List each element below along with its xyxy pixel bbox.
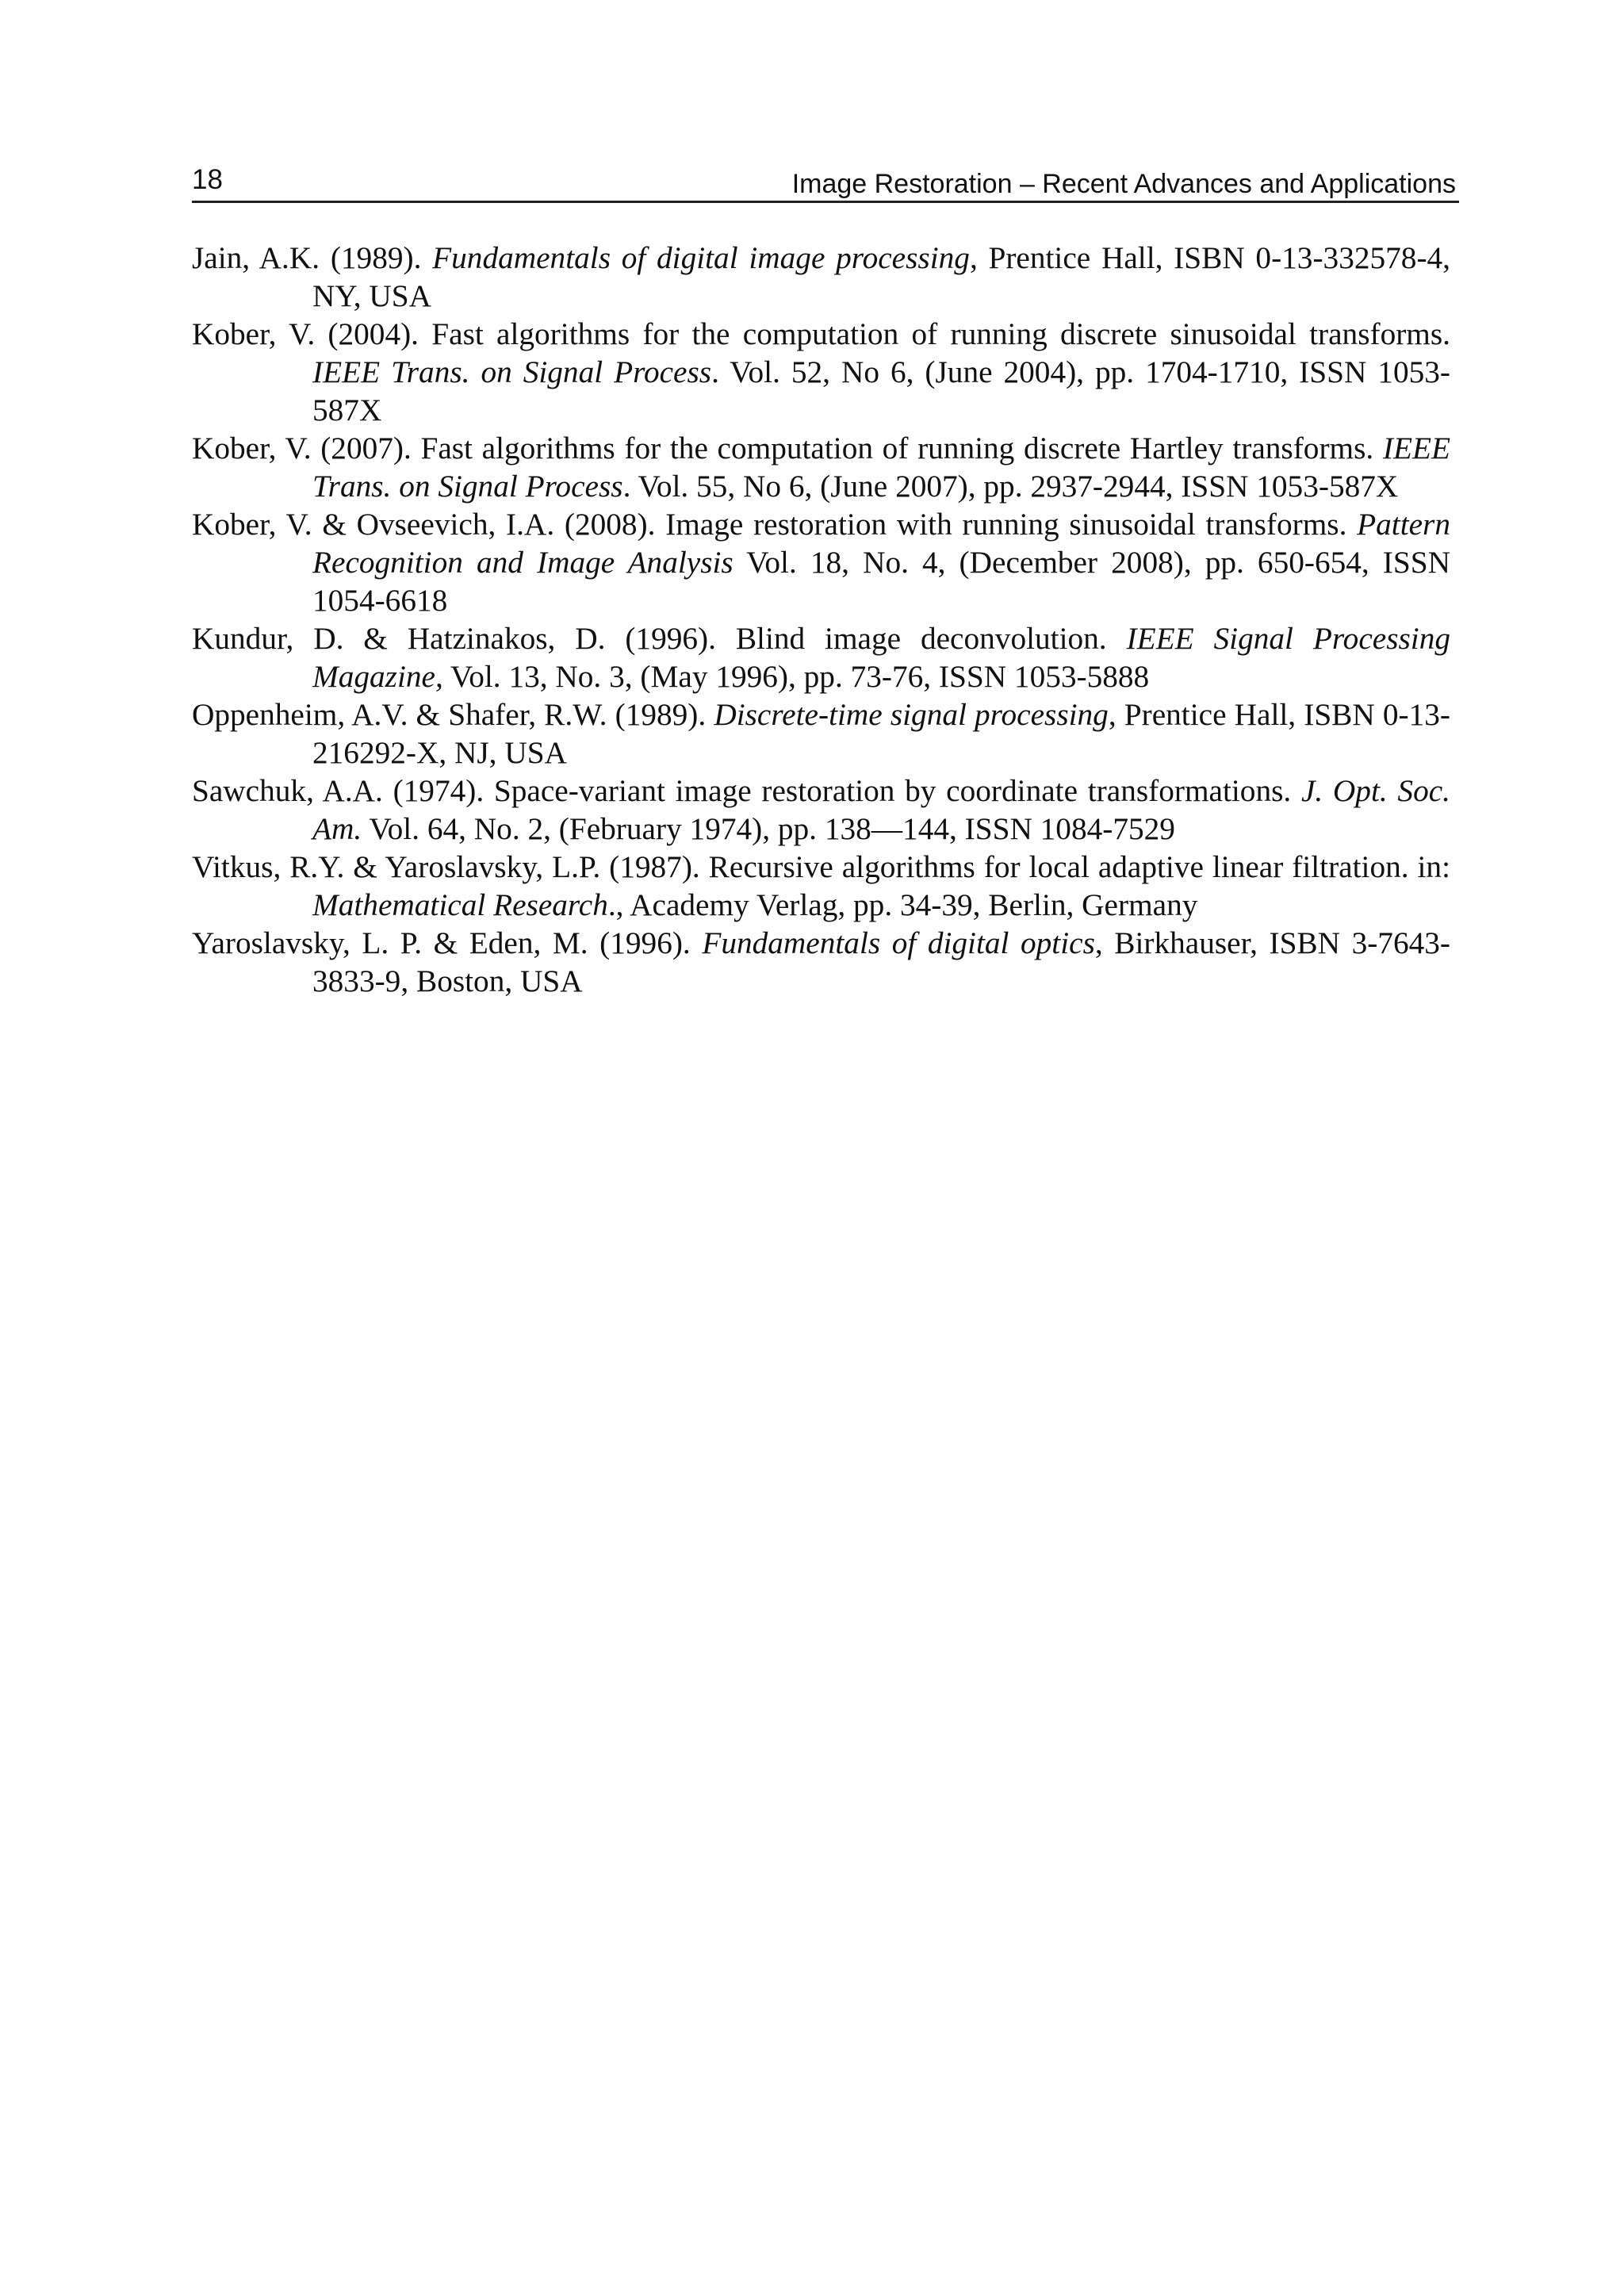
reference-italic-title: Pattern Recognition and Image Analysis	[312, 507, 1450, 580]
reference-tail-text: , Prentice Hall, ISBN 0-13-332578-4, NY, USA	[312, 240, 1450, 313]
reference-lead-text: Sawchuk, A.A. (1974). Space-variant image restoration by coordinate transformations.	[192, 773, 1301, 808]
reference-tail-text: , Prentice Hall, ISBN 0-13-216292-X, NJ, USA	[312, 697, 1450, 770]
reference-italic-title: Fundamentals of digital optics	[702, 925, 1095, 960]
reference-tail-text: Vol. 64, No. 2, (February 1974), pp. 138—144, ISSN 1084-7529	[362, 811, 1175, 846]
reference-italic-title: Fundamentals of digital image processing	[432, 240, 970, 275]
reference-italic-title: IEEE Trans. on Signal Process	[312, 354, 712, 389]
reference-entry-kober-2004	[192, 315, 1450, 429]
reference-italic-title: J. Opt. Soc. Am.	[312, 773, 1450, 846]
reference-lead-text: Kober, V. & Ovseevich, I.A. (2008). Image restoration with running sinusoidal transforms.	[192, 507, 1358, 542]
reference-italic-title: Discrete-time signal processing	[714, 697, 1109, 732]
reference-lead-text: Kundur, D. & Hatzinakos, D. (1996). Blind image deconvolution.	[192, 621, 1127, 656]
reference-lead-text: Jain, A.K. (1989).	[192, 240, 433, 275]
reference-entry-yaroslavsky-eden-1996	[192, 924, 1450, 1000]
reference-italic-title: IEEE Signal Processing Magazine,	[312, 621, 1450, 694]
reference-entry-jain-1989	[192, 239, 1450, 315]
reference-italic-title: Mathematical Research	[312, 887, 608, 922]
reference-entry-kober-2007	[192, 429, 1450, 505]
reference-lead-text: Kober, V. (2004). Fast algorithms for the computation of running discrete sinusoidal transforms.	[192, 316, 1450, 351]
reference-tail-text: Vol. 18, No. 4, (December 2008), pp. 650-654, ISSN 1054-6618	[312, 545, 1450, 618]
reference-tail-text: Vol. 13, No. 3, (May 1996), pp. 73-76, ISSN 1053-5888	[442, 659, 1150, 694]
page-number: 18	[192, 164, 223, 195]
reference-list	[192, 239, 1450, 1000]
reference-tail-text: . Vol. 52, No 6, (June 2004), pp. 1704-1710, ISSN 1053-587X	[312, 354, 1450, 427]
reference-italic-title: IEEE Trans. on Signal Process	[312, 431, 1450, 504]
reference-tail-text: , Birkhauser, ISBN 3-7643-3833-9, Boston, USA	[312, 925, 1450, 998]
reference-entry-kober-ovseevich-2008	[192, 505, 1450, 619]
running-title: Image Restoration – Recent Advances and Applications	[791, 169, 1456, 199]
reference-entry-kundur-hatzinakos-1996	[192, 619, 1450, 695]
reference-tail-text: . Vol. 55, No 6, (June 2007), pp. 2937-2944, ISSN 1053-587X	[622, 469, 1399, 504]
reference-entry-vitkus-yaroslavsky-1987	[192, 848, 1450, 924]
reference-lead-text: Kober, V. (2007). Fast algorithms for the computation of running discrete Hartley transforms.	[192, 431, 1383, 465]
reference-lead-text: Yaroslavsky, L. P. & Eden, M. (1996).	[192, 925, 703, 960]
reference-tail-text: ., Academy Verlag, pp. 34-39, Berlin, Germany	[607, 887, 1198, 922]
reference-entry-sawchuk-1974	[192, 772, 1450, 848]
page-header	[192, 163, 1459, 203]
reference-entry-oppenheim-shafer-1989	[192, 695, 1450, 772]
reference-lead-text: Vitkus, R.Y. & Yaroslavsky, L.P. (1987). Recursive algorithms for local adaptive linear filtration. in:	[192, 849, 1450, 884]
reference-lead-text: Oppenheim, A.V. & Shafer, R.W. (1989).	[192, 697, 714, 732]
